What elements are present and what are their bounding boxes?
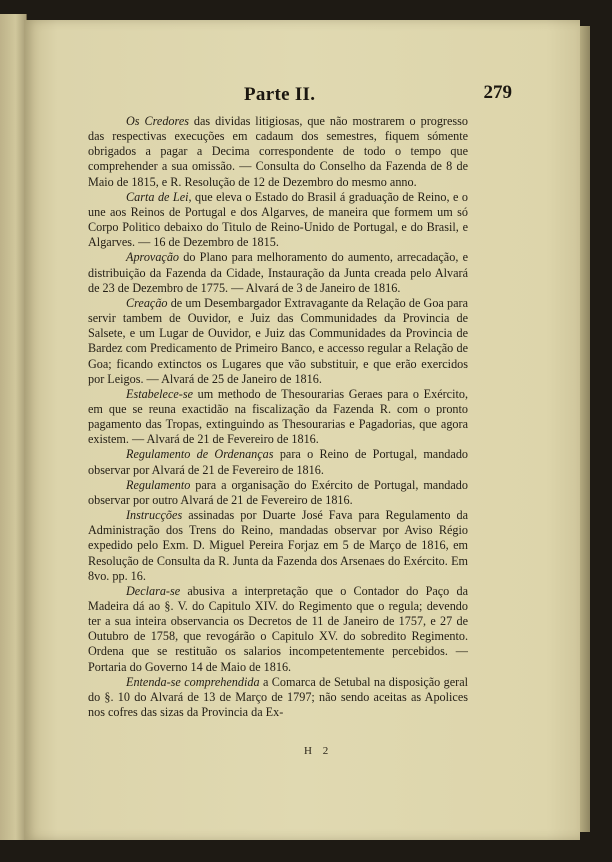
entry-lead: Aprovação <box>126 250 180 265</box>
entry-text: para o Reino de Portugal, mandado observar por Alvará de 21 de Fevereiro de 1816. <box>88 447 469 477</box>
entry-creacao <box>88 296 468 387</box>
running-head: Parte II. <box>244 84 316 105</box>
entry-text: de um Desembargador Extravagante da Relação de Goa para servir tambem de Ouvidor, e Juiz das Communidades da Provincia de Salsete, e um Lugar de Ouvidor, e Juiz das Communidades da Provincia de Bardez com Predicamento de Primeiro Banco, e accesso regular a Relação de Goa; ficando extinctos os Lugares que vão substituir, e que erão exercidos por Leigos. — Alvará de 25 de Janeiro de 1816. <box>88 295 468 386</box>
page-block-edge <box>580 26 590 832</box>
entry-lead: Regulamento de Ordenanças <box>126 447 274 462</box>
facing-page-edge <box>0 14 27 840</box>
entry-regulamento-exercito <box>88 478 468 508</box>
entry-lead: Os Credores <box>126 114 189 128</box>
entry-lead: Instrucções <box>126 508 183 523</box>
entry-text: abusiva a interpretação que o Contador do Paço da Madeira dá ao §. V. do Capitulo XIV. do Regimento que o regula; devendo ter a sua inteira observancia os Decretos de 11 de Janeiro de 1757, e 27 de Outubro de 1758, que revogárão o Capitulo XV. do sobredito Regimento. Ordena que se restituão os salarios incompetentemente percebidos. — Portaria do Governo 14 de Maio de 1816. <box>88 583 468 674</box>
entry-aprovacao <box>88 250 468 295</box>
page-body <box>88 114 468 720</box>
entry-lead: Carta de Lei <box>126 189 189 204</box>
signature-mark: H 2 <box>304 745 333 757</box>
page-number: 279 <box>483 82 512 103</box>
entry-text: a Comarca de Setubal na disposição geral do §. 10 do Alvará de 13 de Março de 1797; não sendo aceitas as Apolices nos cofres das sizas da Provincia da Ex- <box>88 674 468 720</box>
entry-credores <box>88 114 468 190</box>
entry-text: para a organisação do Exército de Portugal, mandado observar por outro Alvará de 21 de Fevereiro de 1816. <box>88 477 468 507</box>
entry-instruccoes <box>88 508 468 584</box>
entry-text: do Plano para melhoramento do aumento, arrecadação, e distribuição da Fazenda da Cidade, Instauração da Junta creada pelo Alvará de 23 de Dezembro de 1775. — Alvará de 3 de Janeiro de 1816. <box>88 250 468 295</box>
entry-text: , que eleva o Estado do Brasil á graduação de Reino, e o une aos Reinos de Portugal e dos Algarves, de maneira que formem um só Corpo Politico debaixo do Titulo de Reino-Unido de Portugal, e do Brasil, e Algarves. — 16 de Dezembro de 1815. <box>88 189 468 250</box>
entry-lead: Creação <box>126 295 168 310</box>
entry-text: um methodo de Thesourarias Geraes para o Exército, em que se reuna exactidão na fiscalização da Fazenda R. com o pronto pagamento das Tropas, extinguindo as Thesourarias e Pagadorias, que agora existem. — Alvará de 21 de Fevereiro de 1816. <box>88 386 468 447</box>
page-header <box>70 62 512 106</box>
entry-text: das dividas litigiosas, que não mostrarem o progresso das respectivas execuções em cadaum dos semestres, fiquem sómente obrigados a pagar a Decima correspondente de todo o tempo que comprehender a sua omissão. — Consulta do Conselho da Fazenda de 8 de Maio de 1815, e R. Resolução de 12 de Dezembro do mesmo anno. <box>88 114 468 189</box>
entry-text: assinadas por Duarte José Fava para Regulamento da Administração dos Trens do Reino, mandadas observar por Aviso Régio expedido pelo Exm. D. Miguel Pereira Forjaz em 5 de Março de 1816, em Resolução de Consulta da R. Junta da Fazenda dos Arsenaes do Exército. Em 8vo. pp. 16. <box>88 508 468 583</box>
entry-regulamento-ordenancas <box>88 447 468 477</box>
entry-lead: Estabelece-se <box>126 386 193 401</box>
entry-estabelece-se <box>88 387 468 448</box>
entry-carta-de-lei <box>88 190 468 251</box>
entry-lead: Entenda-se comprehendida <box>126 674 260 689</box>
entry-declara-se <box>88 584 468 675</box>
entry-lead: Declara-se <box>126 583 181 598</box>
entry-lead: Regulamento <box>126 477 191 492</box>
entry-entenda-se <box>88 675 468 720</box>
